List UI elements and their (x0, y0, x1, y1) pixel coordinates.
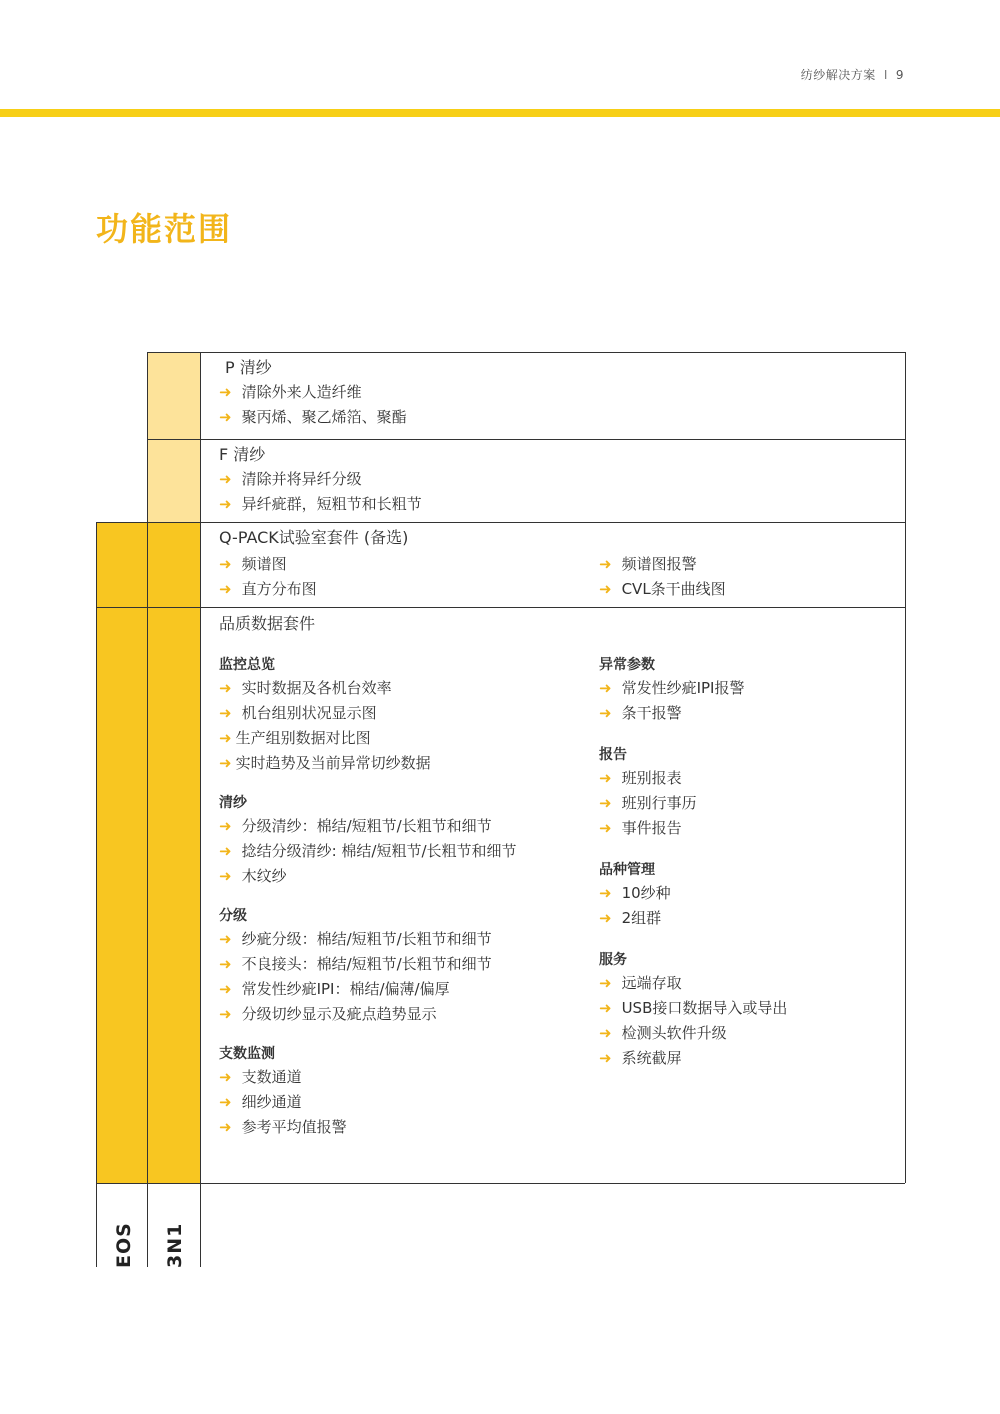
section-qpack (219, 526, 904, 606)
table-divider (96, 607, 905, 608)
sub-heading: 报告 (599, 747, 627, 763)
3n1-label: 3N1 (164, 1222, 186, 1268)
arrow-icon: ➜ (599, 794, 612, 812)
list-item: ➜ 分级清纱：棉结/短粗节/长粗节和细节 (219, 817, 492, 835)
arrow-icon: ➜ (219, 470, 232, 488)
quality-right-column (599, 654, 787, 1071)
list-item: ➜ 班别报表 (599, 769, 682, 787)
list-item: ➜ 频谱图 (219, 555, 287, 573)
list-item: ➜ 清除并将异纤分级 (219, 470, 362, 488)
arrow-icon: ➜ (219, 1068, 232, 1086)
list-item: ➜ 条干报警 (599, 704, 682, 722)
arrow-icon: ➜ (599, 974, 612, 992)
arrow-icon: ➜ (599, 1024, 612, 1042)
3n1-indicator (147, 522, 200, 1183)
list-item: ➜ 分级切纱显示及疵点趋势显示 (219, 1005, 437, 1023)
arrow-icon: ➜ (599, 999, 612, 1017)
table-border (96, 522, 97, 1267)
list-item: ➜ 检测头软件升级 (599, 1024, 727, 1042)
list-item: ➜ 频谱图报警 (599, 555, 697, 573)
arrow-icon: ➜ (219, 383, 232, 401)
list-item: ➜ CVL条干曲线图 (599, 580, 726, 598)
section-title: P 清纱 (225, 358, 272, 377)
arrow-icon: ➜ (599, 909, 612, 927)
f-clear-indicator (147, 439, 200, 522)
table-border (96, 1183, 905, 1184)
section-title: 品质数据套件 (219, 614, 316, 633)
arrow-icon: ➜ (599, 1049, 612, 1067)
arrow-icon: ➜ (599, 819, 612, 837)
page-title: 功能范围 (96, 210, 233, 248)
arrow-icon: ➜ (219, 842, 232, 860)
section-title: F 清纱 (219, 445, 266, 464)
sub-heading: 支数监测 (219, 1046, 275, 1062)
list-item: ➜ 系统截屏 (599, 1049, 682, 1067)
list-item: ➜ 10纱种 (599, 884, 671, 902)
table-divider (96, 522, 905, 523)
list-item: ➜ 常发性纱疵IPI：棉结/偏薄/偏厚 (219, 980, 450, 998)
list-item: ➜ 纱疵分级：棉结/短粗节/长粗节和细节 (219, 930, 492, 948)
section-quality (219, 612, 904, 1172)
list-item: ➜ 支数通道 (219, 1068, 302, 1086)
list-item: ➜ 2组群 (599, 909, 662, 927)
arrow-icon: ➜ (219, 867, 232, 885)
table-border (147, 352, 905, 353)
table-divider (147, 352, 148, 1267)
list-item: ➜ 清除外来人造纤维 (219, 383, 362, 401)
arrow-icon: ➜ (599, 679, 612, 697)
arrow-icon: ➜ (219, 679, 232, 697)
sub-heading: 清纱 (219, 795, 247, 811)
arrow-icon: ➜ (219, 495, 232, 513)
table-divider (200, 352, 201, 1267)
list-item: ➜ 生产组别数据对比图 (219, 729, 371, 747)
section-f-clear (219, 443, 904, 517)
page-header (801, 66, 904, 83)
header-rule (0, 109, 1000, 117)
arrow-icon: ➜ (219, 704, 232, 722)
section-title: Q-PACK试验室套件 (备选) (219, 528, 409, 547)
arrow-icon: ➜ (219, 1118, 232, 1136)
arrow-icon: ➜ (219, 580, 232, 598)
arrow-icon: ➜ (219, 754, 232, 772)
eos-indicator (96, 522, 147, 1183)
list-item: ➜ 直方分布图 (219, 580, 317, 598)
header-section: 纺纱解决方案 (800, 68, 876, 82)
list-item: ➜ 参考平均值报警 (219, 1118, 347, 1136)
arrow-icon: ➜ (599, 580, 612, 598)
qpack-right-column (599, 552, 726, 602)
arrow-icon: ➜ (219, 955, 232, 973)
arrow-icon: ➜ (599, 769, 612, 787)
list-item: ➜ 实时数据及各机台效率 (219, 679, 392, 697)
qpack-left-column (219, 552, 317, 602)
eos-label: EOS (113, 1222, 135, 1268)
table-border (905, 352, 906, 1183)
p-clear-indicator (147, 352, 200, 439)
table-divider (147, 439, 905, 440)
list-item: ➜ 聚丙烯、聚乙烯箔、聚酯 (219, 408, 407, 426)
list-item: ➜ 细纱通道 (219, 1093, 302, 1111)
arrow-icon: ➜ (219, 1005, 232, 1023)
page-number: 9 (895, 68, 904, 82)
list-item: ➜ 不良接头：棉结/短粗节/长粗节和细节 (219, 955, 492, 973)
quality-left-column (219, 654, 517, 1140)
arrow-icon: ➜ (599, 884, 612, 902)
list-item: ➜ 机台组别状况显示图 (219, 704, 377, 722)
sub-heading: 监控总览 (219, 657, 275, 673)
list-item: ➜ 常发性纱疵IPI报警 (599, 679, 745, 697)
list-item: ➜ 木纹纱 (219, 867, 287, 885)
sub-heading: 品种管理 (599, 862, 655, 878)
list-item: ➜ 异纤疵群，短粗节和长粗节 (219, 495, 422, 513)
section-p-clear (219, 356, 904, 430)
header-separator: I (883, 68, 888, 82)
sub-heading: 异常参数 (599, 657, 655, 673)
list-item: ➜ USB接口数据导入或导出 (599, 999, 788, 1017)
arrow-icon: ➜ (219, 408, 232, 426)
list-item: ➜ 事件报告 (599, 819, 682, 837)
sub-heading: 服务 (599, 952, 627, 968)
sub-heading: 分级 (219, 908, 247, 924)
arrow-icon: ➜ (599, 704, 612, 722)
arrow-icon: ➜ (219, 980, 232, 998)
list-item: ➜ 捻结分级清纱: 棉结/短粗节/长粗节和细节 (219, 842, 517, 860)
list-item: ➜ 实时趋势及当前异常切纱数据 (219, 754, 431, 772)
arrow-icon: ➜ (219, 555, 232, 573)
arrow-icon: ➜ (219, 930, 232, 948)
arrow-icon: ➜ (599, 555, 612, 573)
arrow-icon: ➜ (219, 729, 232, 747)
list-item: ➜ 远端存取 (599, 974, 682, 992)
arrow-icon: ➜ (219, 817, 232, 835)
list-item: ➜ 班别行事历 (599, 794, 697, 812)
arrow-icon: ➜ (219, 1093, 232, 1111)
